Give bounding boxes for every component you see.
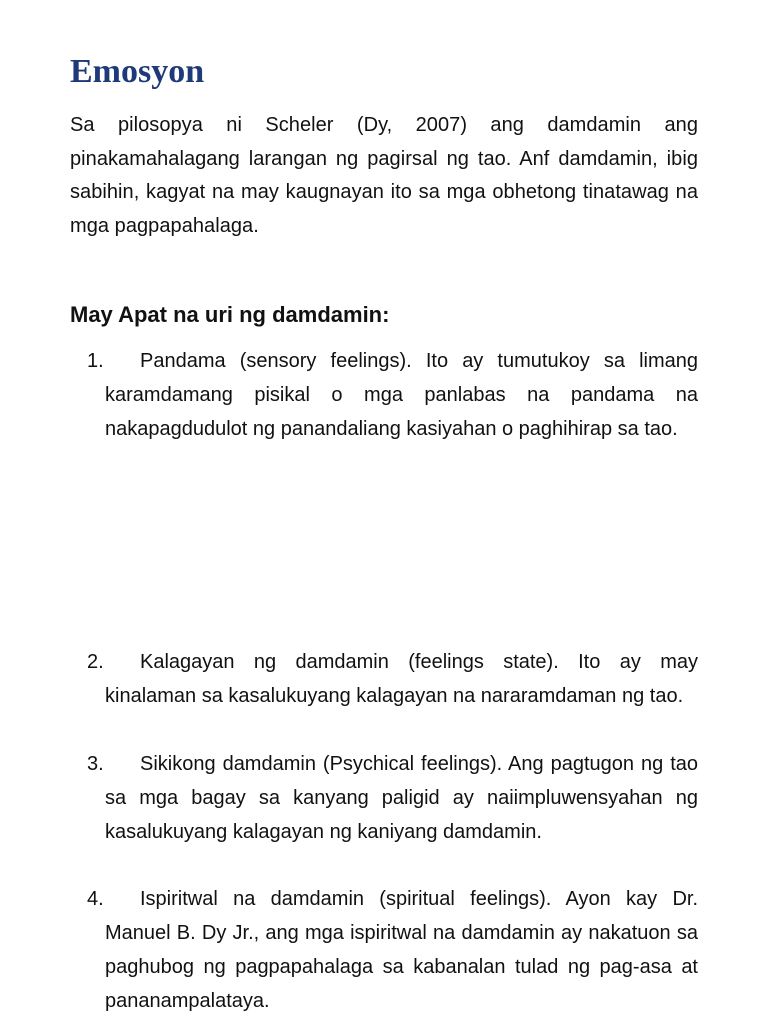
section-heading: May Apat na uri ng damdamin: xyxy=(70,302,390,327)
intro-paragraph: Sa pilosopya ni Scheler (Dy, 2007) ang damdamin ang pinakamahalagang larangan ng pagirsal ng tao. Anf damdamin, ibig sabihin, kagyat na may kaugnayan ito sa mga obhetong tinatawag na mga pagpapahalaga. xyxy=(70,114,698,237)
list-item-text: Kalagayan ng damdamin (feelings state). Ito ay may kinalaman sa kasalukuyang kalagayan na nararamdaman ng tao. xyxy=(105,651,698,707)
list-item-number: 4. xyxy=(87,888,104,910)
list-item-number: 2. xyxy=(87,651,104,673)
list-item xyxy=(87,747,698,849)
list-item-number: 3. xyxy=(87,753,104,775)
list-item-number: 1. xyxy=(87,350,104,372)
list-item xyxy=(87,344,698,446)
list-item-text: Pandama (sensory feelings). Ito ay tumutukoy sa limang karamdamang pisikal o mga panlabas na pandama na nakapagdudulot ng panandaliang kasiyahan o paghihirap sa tao. xyxy=(105,350,698,440)
list-item-text: Sikikong damdamin (Psychical feelings). Ang pagtugon ng tao sa mga bagay sa kanyang paligid ay naiimpluwensyahan ng kasalukuyang kalagayan ng kaniyang damdamin. xyxy=(105,753,698,843)
list-item xyxy=(87,882,698,1018)
list-item xyxy=(87,645,698,713)
list-item-text: Ispiritwal na damdamin (spiritual feelings). Ayon kay Dr. Manuel B. Dy Jr., ang mga ispiritwal na damdamin ay nakatuon sa paghubog ng pagpapahalaga sa kabanalan tulad ng pag-asa at pananampalataya. xyxy=(105,888,698,1012)
page-title: Emosyon xyxy=(70,53,205,90)
